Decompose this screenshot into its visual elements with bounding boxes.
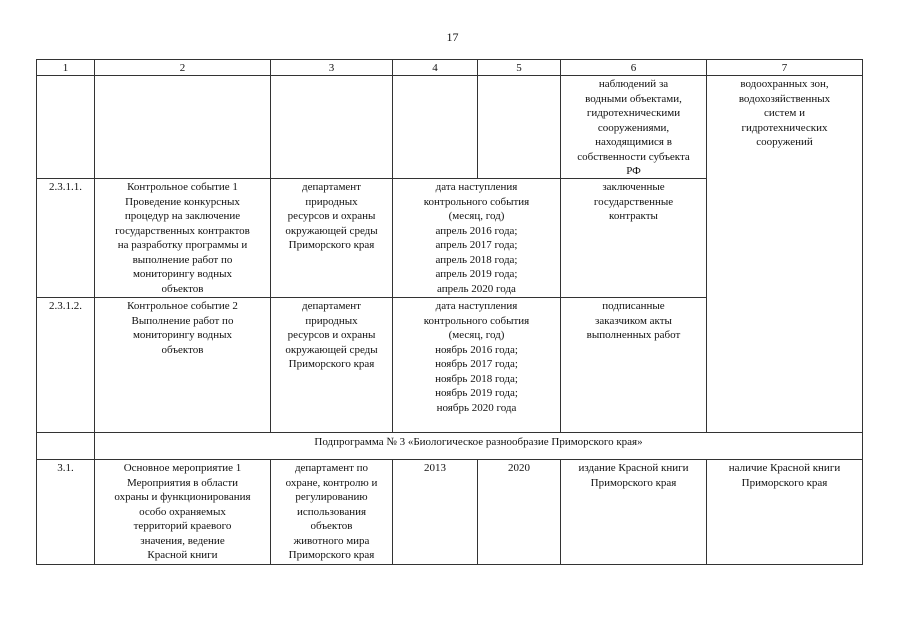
cont-cell-5 xyxy=(477,75,561,179)
row2-result: подписанные заказчиком акты выполненных работ xyxy=(560,297,707,433)
row1-dept: департамент природных ресурсов и охраны окружающей среды Приморского края xyxy=(270,178,393,298)
row1-num: 2.3.1.1. xyxy=(36,178,95,298)
cont-cell-3 xyxy=(270,75,393,179)
col-header-7: 7 xyxy=(706,59,863,76)
row31-num: 3.1. xyxy=(36,459,95,565)
row31-name: Основное мероприятие 1 Мероприятия в области охраны и функционирования особо охраняемых территорий краевого значения, ведение Красной книги xyxy=(94,459,271,565)
row31-result: издание Красной книги Приморского края xyxy=(560,459,707,565)
col-header-2: 2 xyxy=(94,59,271,76)
cont-cell-1 xyxy=(36,75,95,179)
row31-dept: департамент по охране, контролю и регулированию использования объектов животного мира Приморского края xyxy=(270,459,393,565)
cont-cell-6 xyxy=(560,75,707,179)
subprogram-title: Подпрограмма № 3 «Биологическое разнообразие Приморского края» xyxy=(94,432,863,460)
cont-text-7: водоохранных зон, водохозяйственных систем и гидротехнических сооружений xyxy=(738,78,831,148)
cont-cell-2 xyxy=(94,75,271,179)
col-header-5: 5 xyxy=(477,59,561,76)
row2-dates: дата наступления контрольного события (месяц, год) ноябрь 2016 года; ноябрь 2017 года; ноябрь 2018 года; ноябрь 2019 года; ноябрь 2020 года xyxy=(392,297,561,433)
col-header-4: 4 xyxy=(392,59,478,76)
cont-text-6: наблюдений за водными объектами, гидротехническими сооружениями, находящимися в собственности субъекта РФ xyxy=(577,78,690,177)
col-header-3: 3 xyxy=(270,59,393,76)
row31-end-year: 2020 xyxy=(477,459,561,565)
row31-indicator: наличие Красной книги Приморского края xyxy=(706,459,863,565)
row2-num: 2.3.1.2. xyxy=(36,297,95,433)
page-number: 17 xyxy=(446,30,459,44)
row2-name: Контрольное событие 2 Выполнение работ по мониторингу водных объектов xyxy=(94,297,271,433)
col-header-6: 6 xyxy=(560,59,707,76)
row1-result: заключенные государственные контракты xyxy=(560,178,707,298)
cont-cell-7 xyxy=(706,75,863,433)
cont-cell-4 xyxy=(392,75,478,179)
row31-start-year: 2013 xyxy=(392,459,478,565)
row1-dates: дата наступления контрольного события (месяц, год) апрель 2016 года; апрель 2017 года; апрель 2018 года; апрель 2019 года; апрель 2020 года xyxy=(392,178,561,298)
row1-name: Контрольное событие 1 Проведение конкурсных процедур на заключение государственных контрактов на разработку программы и выполнение работ по мониторингу водных объектов xyxy=(94,178,271,298)
row2-dept: департамент природных ресурсов и охраны окружающей среды Приморского края xyxy=(270,297,393,433)
subprogram-num-cell xyxy=(36,432,95,460)
col-header-1: 1 xyxy=(36,59,95,76)
